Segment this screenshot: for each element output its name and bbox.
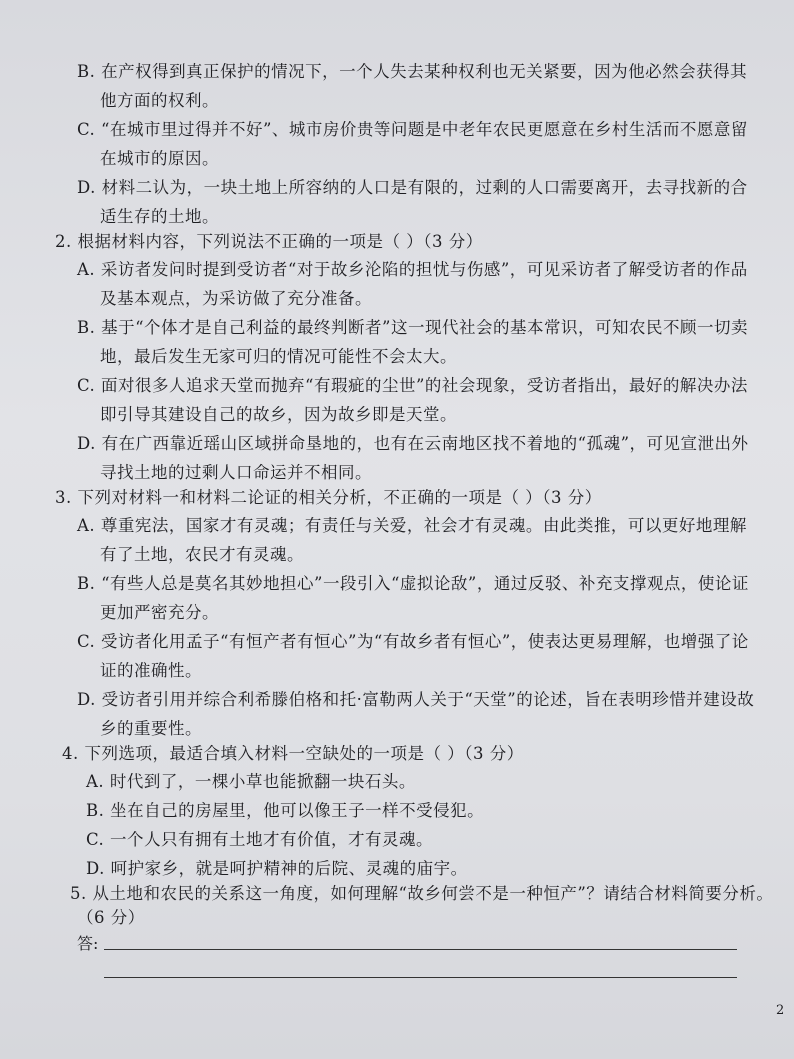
answer-line-1[interactable] (104, 949, 737, 950)
text-line-q2c-2: 即引导其建设自己的故乡，因为故乡即是天堂。 (100, 405, 457, 424)
text-line-q2b-2: 地，最后发生无家可归的情况可能性不会太大。 (100, 347, 457, 366)
text-line-q4a: A. 时代到了，一棵小草也能掀翻一块石头。 (86, 772, 416, 791)
text-line-q3b-2: 更加严密充分。 (100, 603, 219, 622)
text-line-q2d-2: 寻找土地的过剩人口命运并不相同。 (100, 463, 372, 482)
text-line-q1c-1: C. “在城市里过得并不好”、城市房价贵等问题是中老年农民更愿意在乡村生活而不愿意留 (77, 120, 748, 139)
text-line-q4b: B. 坐在自己的房屋里，他可以像王子一样不受侵犯。 (86, 801, 485, 820)
text-line-q3a-2: 有了土地，农民才有灵魂。 (100, 545, 304, 564)
text-line-q2d-1: D. 有在广西靠近瑶山区域拼命垦地的，也有在云南地区找不着地的“孤魂”，可见宣泄出外 (77, 434, 749, 453)
text-line-q2b-1: B. 基于“个体才是自己利益的最终判断者”这一现代社会的基本常识，可知农民不顾一切卖 (77, 318, 748, 337)
text-line-q1d-2: 适生存的土地。 (100, 207, 219, 226)
page-number: 2 (776, 1003, 785, 1018)
text-line-q3c-2: 证的准确性。 (100, 661, 202, 680)
text-line-q3a-1: A. 尊重宪法，国家才有灵魂；有责任与关爱，社会才有灵魂。由此类推，可以更好地理解 (77, 516, 747, 535)
text-line-q5-2: （6 分） (77, 908, 145, 927)
text-line-q4d: D. 呵护家乡，就是呵护精神的后院、灵魂的庙宇。 (86, 859, 468, 878)
answer-label: 答: (77, 934, 99, 953)
text-line-q1b-1: B. 在产权得到真正保护的情况下，一个人失去某种权利也无关紧要，因为他必然会获得其 (77, 62, 748, 81)
text-line-q3d-1: D. 受访者引用并综合利希滕伯格和托·富勒两人关于“天堂”的论述，旨在表明珍惜并建设故 (77, 690, 755, 709)
text-line-q2c-1: C. 面对很多人追求天堂而抛弃“有瑕疵的尘世”的社会现象，受访者指出，最好的解决办法 (77, 376, 748, 395)
text-line-q1c-2: 在城市的原因。 (100, 149, 219, 168)
text-line-q3c-1: C. 受访者化用孟子“有恒产者有恒心”为“有故乡者有恒心”，使表达更易理解，也增强了论 (77, 632, 749, 651)
answer-line-2[interactable] (104, 977, 737, 978)
text-line-q2a-1: A. 采访者发问时提到受访者“对于故乡沦陷的担忧与伤感”，可见采访者了解受访者的作品 (77, 260, 748, 279)
text-line-q3b-1: B. “有些人总是莫名其妙地担心”一段引入“虚拟论敌”，通过反驳、补充支撑观点，使论证 (77, 574, 749, 593)
text-line-q4c: C. 一个人只有拥有土地才有价值，才有灵魂。 (86, 830, 434, 849)
text-line-q3d-2: 乡的重要性。 (100, 719, 202, 738)
text-line-q5-1: 5. 从土地和农民的关系这一角度，如何理解“故乡何尝不是一种恒产”？请结合材料简要分析。 (70, 884, 774, 903)
text-line-q1b-2: 他方面的权利。 (100, 91, 219, 110)
text-line-q2: 2. 根据材料内容，下列说法不正确的一项是（ ）（3 分） (55, 232, 483, 251)
text-line-q4: 4. 下列选项，最适合填入材料一空缺处的一项是（ ）（3 分） (62, 744, 524, 763)
text-line-q1d-1: D. 材料二认为，一块土地上所容纳的人口是有限的，过剩的人口需要离开，去寻找新的合 (77, 178, 748, 197)
text-line-q3: 3. 下列对材料一和材料二论证的相关分析，不正确的一项是（ ）（3 分） (55, 488, 602, 507)
text-line-q2a-2: 及基本观点，为采访做了充分准备。 (100, 289, 372, 308)
